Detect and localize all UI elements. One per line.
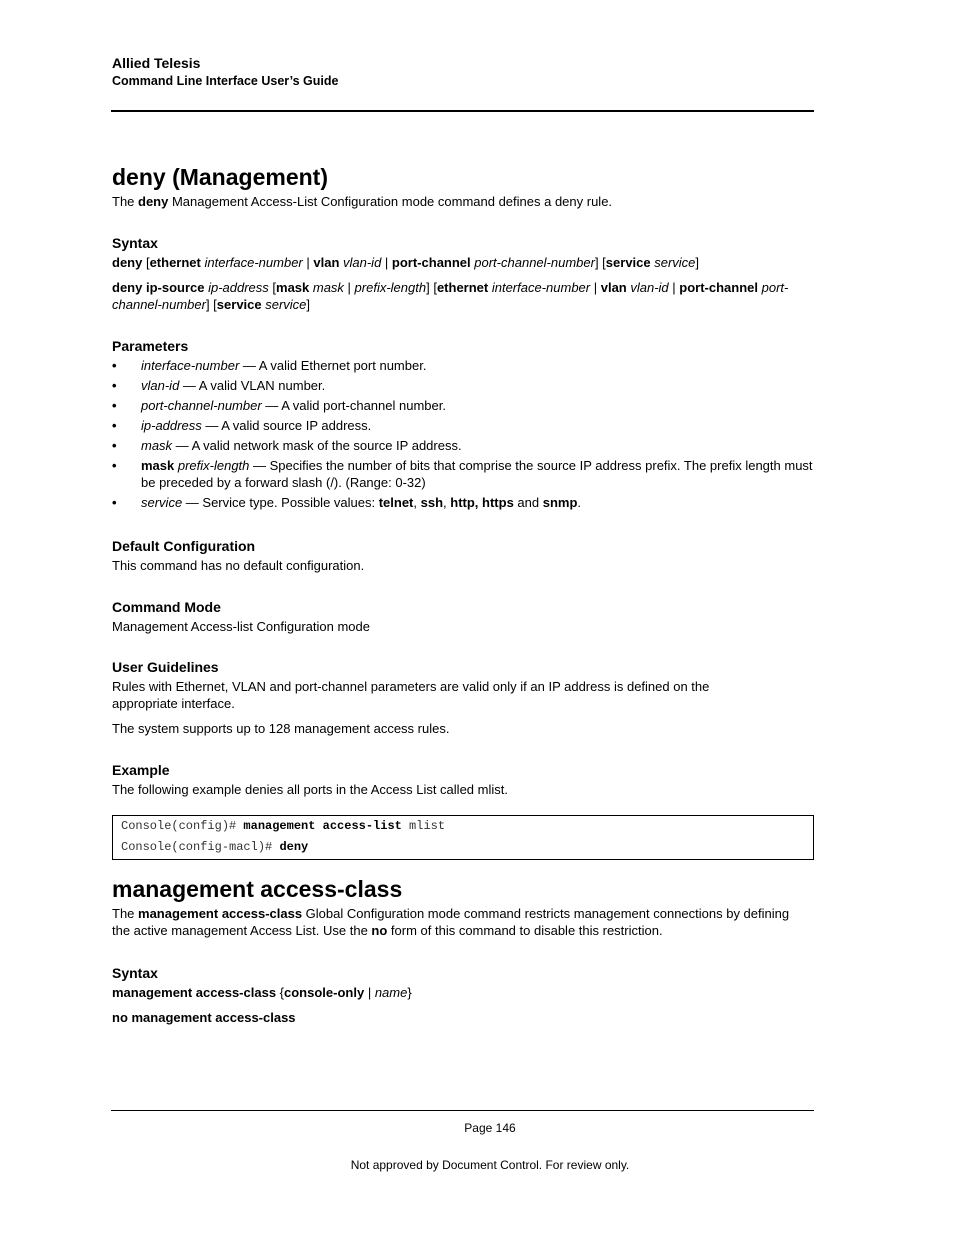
code-line <box>121 840 308 854</box>
guidelines-heading: User Guidelines <box>112 659 219 675</box>
sym: ] [ <box>594 255 606 270</box>
arg: interface-number <box>488 280 591 295</box>
value: snmp <box>542 495 578 510</box>
guidelines-text-2: The system supports up to 128 management access rules. <box>112 721 450 736</box>
text: and <box>513 495 543 510</box>
deny-syntax-1 <box>112 254 814 271</box>
param-term: vlan-id <box>141 378 180 393</box>
page-number: Page 146 <box>464 1121 516 1135</box>
sym: , <box>413 495 421 510</box>
mac-section <box>112 875 814 939</box>
kw: service <box>216 297 262 312</box>
text: The <box>112 194 139 209</box>
param-desc: — Service type. Possible values: <box>182 495 379 510</box>
kw: port-channel <box>679 280 759 295</box>
mac-intro <box>112 905 802 939</box>
code-command: deny <box>279 840 309 854</box>
kw: management access-class <box>112 985 277 1000</box>
deny-syntax-section <box>112 234 814 313</box>
mode-heading: Command Mode <box>112 599 221 615</box>
kw: deny <box>112 255 143 270</box>
param-keyword: mask <box>141 458 175 473</box>
sym: } <box>407 985 412 1000</box>
example-section <box>112 761 814 798</box>
sym: ] [ <box>205 297 217 312</box>
sym: . <box>577 495 582 510</box>
keyword: no <box>371 923 388 938</box>
deny-title: deny (Management) <box>112 164 328 190</box>
code-arg: mlist <box>401 819 446 833</box>
command-name: deny <box>138 194 169 209</box>
parameters-list <box>112 357 814 511</box>
param-desc: — A valid Ethernet port number. <box>239 358 427 373</box>
example-heading: Example <box>112 762 170 778</box>
param-term: prefix-length <box>174 458 250 473</box>
sym: ] <box>306 297 311 312</box>
mac-title: management access-class <box>112 876 403 902</box>
sym: | <box>364 985 375 1000</box>
deny-intro <box>112 193 814 210</box>
parameters-heading: Parameters <box>112 338 189 354</box>
param-desc: — A valid network mask of the source IP address. <box>172 438 462 453</box>
sym: | <box>381 255 392 270</box>
syntax-heading: Syntax <box>112 235 158 251</box>
sym: | <box>668 280 680 295</box>
kw: service <box>605 255 651 270</box>
kw: mask <box>276 280 310 295</box>
sym: ] <box>695 255 700 270</box>
sym: [ <box>142 255 150 270</box>
param-desc: — Specifies the number of bits that comprise the source IP address prefix. The prefix length must be preceded by a forward slash (/). (Range: 0-32) <box>141 458 813 490</box>
header-divider <box>111 110 814 112</box>
arg: vlan-id <box>339 255 382 270</box>
param-desc: — A valid VLAN number. <box>179 378 326 393</box>
kw: deny ip-source <box>112 280 205 295</box>
default-heading: Default Configuration <box>112 538 256 554</box>
arg: service <box>650 255 696 270</box>
list-item: • service — Service type. Possible values: telnet, ssh, http, https and snmp. <box>112 495 582 510</box>
param-desc: — A valid port-channel number. <box>261 398 446 413</box>
sym: { <box>276 985 285 1000</box>
kw: console-only <box>284 985 365 1000</box>
param-term: ip-address <box>141 418 202 433</box>
sym: | <box>590 280 601 295</box>
arg: service <box>261 297 307 312</box>
command-mode-section <box>112 598 814 635</box>
text: form of this command to disable this restriction. <box>387 923 663 938</box>
kw: ethernet <box>149 255 201 270</box>
mac-syntax-section <box>112 964 814 1026</box>
guidelines-text-1: Rules with Ethernet, VLAN and port-channel parameters are valid only if an IP address is defined on the appropriate interface. <box>112 679 710 711</box>
example-text: The following example denies all ports in the Access List called mlist. <box>112 782 508 797</box>
default-config-section <box>112 537 814 574</box>
code-prompt: Console(config)# <box>121 819 244 833</box>
param-term: port-channel-number <box>141 398 262 413</box>
arg: name <box>374 985 408 1000</box>
arg: prefix-length <box>354 280 427 295</box>
kw: vlan <box>313 255 340 270</box>
arg: port-channel-number <box>112 280 789 312</box>
command-name: management access-class <box>138 906 303 921</box>
sym: | <box>343 280 355 295</box>
arg: interface-number <box>200 255 303 270</box>
code-example-box <box>112 815 814 860</box>
user-guidelines-section <box>112 658 814 737</box>
param-term: service <box>141 495 183 510</box>
default-text: This command has no default configuration. <box>112 558 365 573</box>
deny-section <box>112 163 814 210</box>
mode-text: Management Access-list Configuration mode <box>112 619 370 634</box>
list-item: • mask prefix-length — Specifies the number of bits that comprise the source IP address prefix. The prefix length must be preceded by a forward slash (/). (Range: 0-32) <box>112 458 813 490</box>
param-term: interface-number <box>141 358 240 373</box>
list-item: • mask — A valid network mask of the source IP address. <box>112 438 462 453</box>
syntax-heading: Syntax <box>112 965 158 981</box>
code-command: management access-list <box>243 819 402 833</box>
list-item: • port-channel-number — A valid port-channel number. <box>112 398 446 413</box>
company-name: Allied Telesis <box>112 55 201 71</box>
list-item: • ip-address — A valid source IP address. <box>112 418 372 433</box>
mac-syntax-2: no management access-class <box>112 1010 296 1025</box>
arg: ip-address <box>204 280 269 295</box>
value: ssh <box>420 495 444 510</box>
guide-title: Command Line Interface User’s Guide <box>112 74 339 88</box>
value: telnet <box>378 495 414 510</box>
text: The <box>112 906 139 921</box>
arg: vlan-id <box>626 280 669 295</box>
mac-syntax-1 <box>112 984 814 1001</box>
kw: vlan <box>600 280 627 295</box>
sym: , <box>443 495 451 510</box>
footer-divider <box>111 1110 814 1111</box>
sym: [ <box>268 280 277 295</box>
sym: | <box>302 255 314 270</box>
arg: mask <box>309 280 344 295</box>
param-term: mask <box>141 438 173 453</box>
text: Management Access-List Configuration mode command defines a deny rule. <box>168 194 613 209</box>
text: Global Configuration mode command restricts management connections by defining the active management Access List. Use the <box>112 906 790 938</box>
deny-syntax-2 <box>112 279 814 313</box>
kw: ethernet <box>436 280 489 295</box>
list-item: • vlan-id — A valid VLAN number. <box>112 378 326 393</box>
code-prompt: Console(config-macl)# <box>121 840 280 854</box>
kw: port-channel <box>391 255 471 270</box>
value: http, https <box>450 495 514 510</box>
arg: port-channel-number <box>470 255 595 270</box>
code-line <box>121 819 445 833</box>
param-desc: — A valid source IP address. <box>201 418 372 433</box>
list-item: • interface-number — A valid Ethernet port number. <box>112 358 427 373</box>
review-note: Not approved by Document Control. For review only. <box>350 1158 630 1172</box>
parameters-section <box>112 337 814 514</box>
sym: ] [ <box>426 280 437 295</box>
